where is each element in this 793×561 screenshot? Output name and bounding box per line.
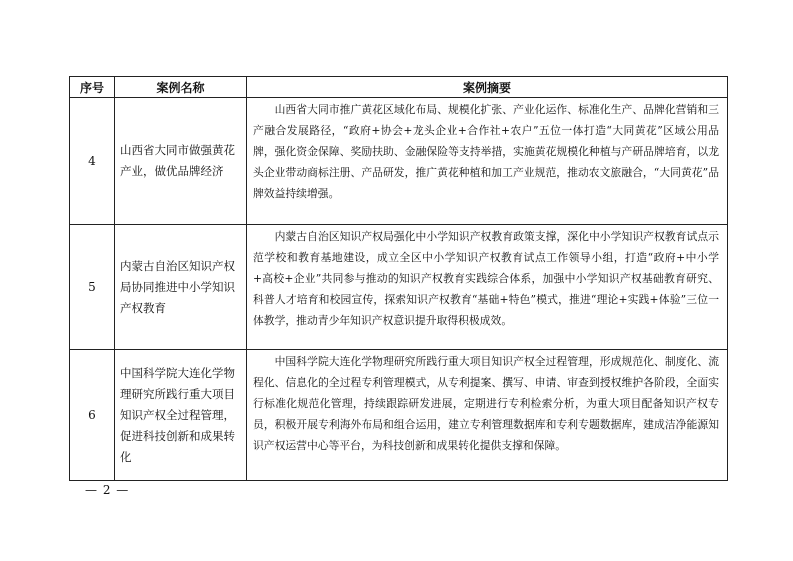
header-name: 案例名称 <box>115 77 247 98</box>
header-summary: 案例摘要 <box>247 77 728 98</box>
header-no: 序号 <box>70 77 115 98</box>
case-summary-cell <box>247 350 728 481</box>
case-summary-cell <box>247 225 728 350</box>
case-number: 5 <box>70 225 115 350</box>
case-summary: 内蒙古自治区知识产权局强化中小学知识产权教育政策支撑，深化中小学知识产权教育试点示范学校和教育基地建设，成立全区中小学知识产权教育试点工作领导小组，打造“政府+中小学+高校+企业”共同参与推动的知识产权教育实践综合体系，加强中小学知识产权基础教育研究、科普人才培育和校园宣传，探索知识产权教育“基础+特色”模式，推进“理论+实践+体验”三位一体教学，推动青少年知识产权意识提升取得积极成效。 <box>253 230 719 327</box>
case-name: 山西省大同市做强黄花产业，做优品牌经济 <box>115 98 247 225</box>
case-summary: 中国科学院大连化学物理研究所践行重大项目知识产权全过程管理，形成规范化、制度化、流程化、信息化的全过程专利管理模式，从专利提案、撰写、申请、审查到授权维护各阶段，全面实行标准化规范化管理，持续跟踪研发进展，定期进行专利检索分析，为重大项目配备知识产权专员，积极开展专利海外布局和组合运用，建立专利管理数据库和专利专题数据库，建成洁净能源知识产权运营中心等平台，为科技创新和成果转化提供支撑和保障。 <box>253 355 719 452</box>
table-header-row <box>70 77 728 98</box>
case-number: 4 <box>70 98 115 225</box>
case-summary-cell <box>247 98 728 225</box>
page-number: — 2 — <box>85 483 130 497</box>
case-name: 内蒙古自治区知识产权局协同推进中小学知识产权教育 <box>115 225 247 350</box>
table-row <box>70 225 728 350</box>
table-row <box>70 350 728 481</box>
case-table <box>69 76 728 481</box>
case-name: 中国科学院大连化学物理研究所践行重大项目知识产权全过程管理，促进科技创新和成果转化 <box>115 350 247 481</box>
table-row <box>70 98 728 225</box>
case-number: 6 <box>70 350 115 481</box>
case-summary: 山西省大同市推广黄花区域化布局、规模化扩张、产业化运作、标准化生产、品牌化营销和三产融合发展路径，“政府+协会+龙头企业+合作社+农户”五位一体打造“大同黄花”区域公用品牌，强化资金保障、奖励扶助、金融保险等支持举措，实施黄花规模化种植与产研品牌培育，以龙头企业带动商标注册、产品研发，推广黄花种植和加工产业规范，推动农文旅融合，“大同黄花”品牌效益持续增强。 <box>253 103 719 200</box>
